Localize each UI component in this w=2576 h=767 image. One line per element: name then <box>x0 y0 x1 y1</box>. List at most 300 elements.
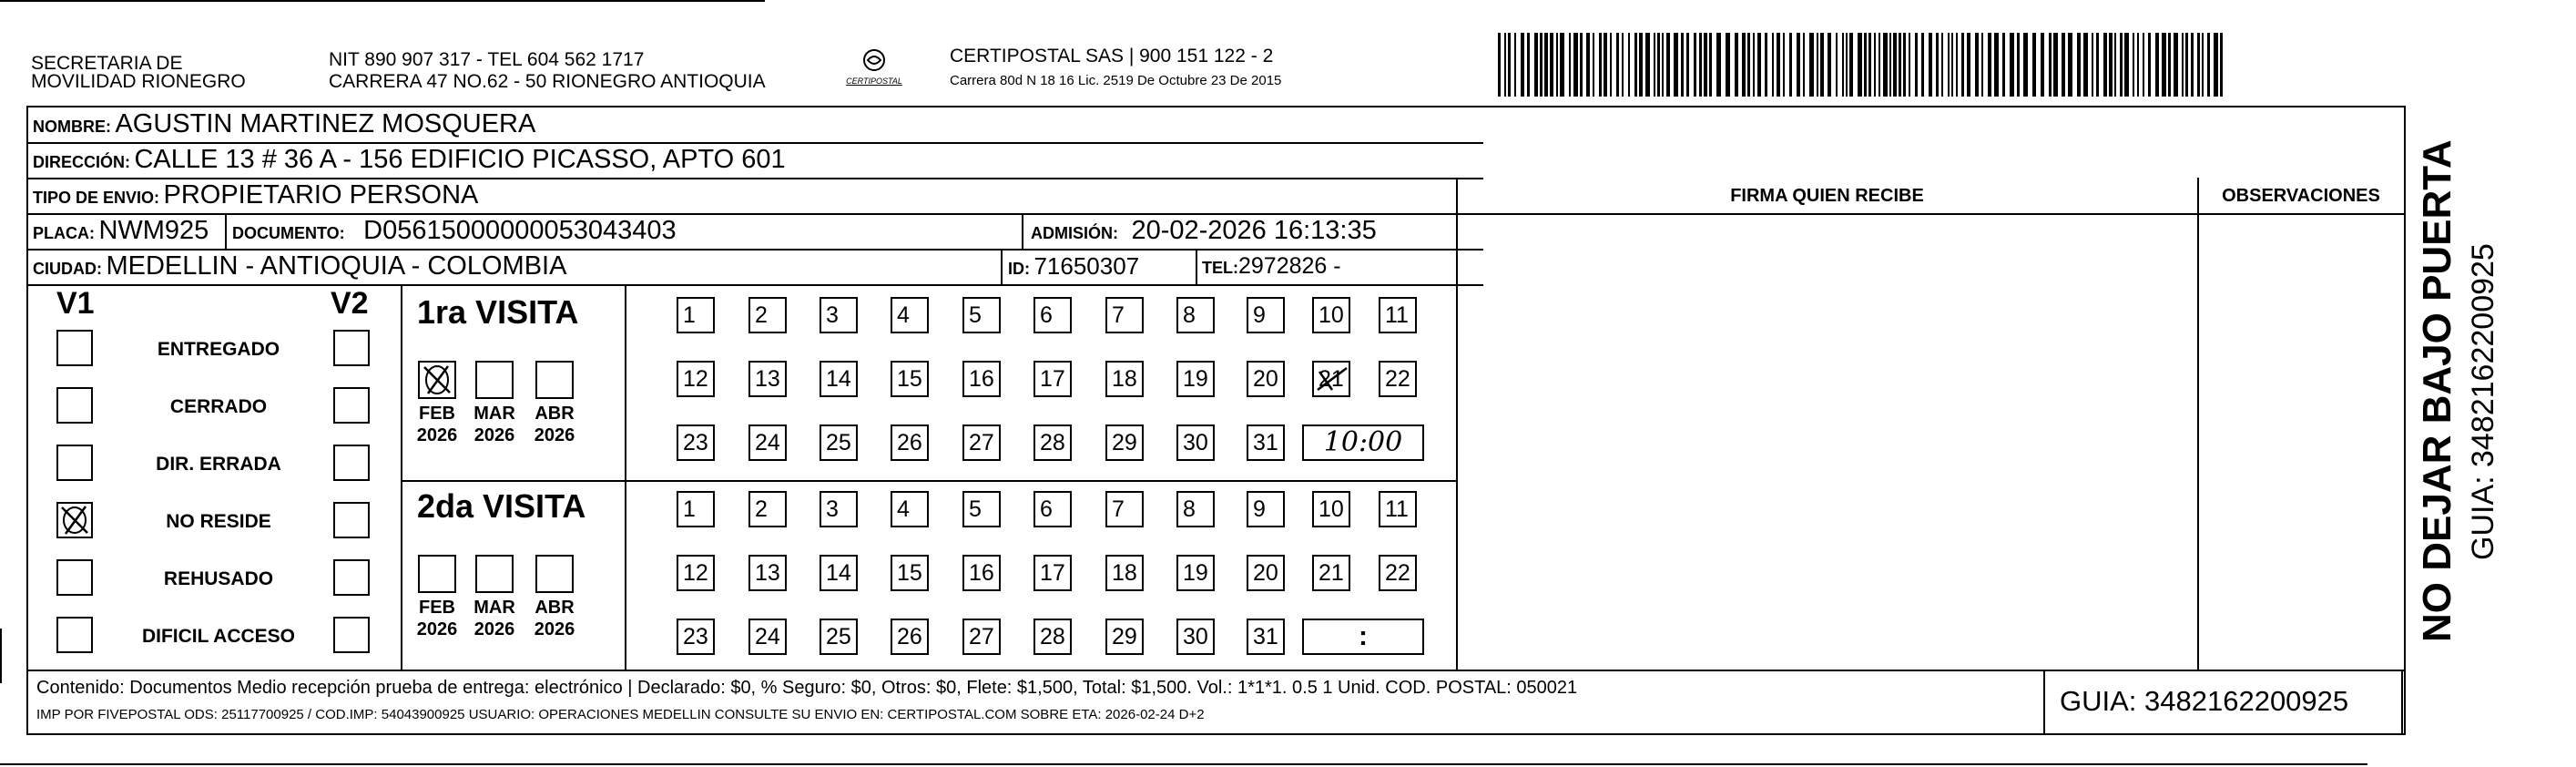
barcode-bar <box>2148 33 2151 97</box>
barcode-bar <box>1817 33 1818 97</box>
day-number: 17 <box>1040 366 1065 392</box>
v2-checkbox[interactable] <box>333 445 370 481</box>
barcode-bar <box>2185 33 2188 97</box>
day-number: 18 <box>1112 560 1137 586</box>
tel-label: TEL: <box>1202 259 1238 277</box>
barcode-bar <box>2133 33 2134 97</box>
row5-id-sep <box>1001 249 1003 284</box>
barcode-bar <box>1903 33 1906 97</box>
day-box[interactable] <box>1176 555 1215 591</box>
day-box[interactable] <box>677 424 715 461</box>
day-number: 19 <box>1183 366 1208 392</box>
status-label: DIR. ERRADA <box>156 454 281 475</box>
visit-title: 2da VISITA <box>417 487 586 525</box>
v1-checkbox[interactable] <box>56 445 93 481</box>
courier-license: Carrera 80d N 18 16 Lic. 2519 De Octubre 23 De 2015 <box>950 73 1282 88</box>
barcode-bar <box>2124 33 2129 97</box>
day-number: 5 <box>969 496 982 522</box>
v2-checkbox[interactable] <box>333 387 370 424</box>
address-value: CALLE 13 # 36 A - 156 EDIFICIO PICASSO, APTO 601 <box>134 145 786 174</box>
barcode-bar <box>1747 33 1750 97</box>
send-type-row <box>33 179 478 215</box>
row4-doc-sep <box>1022 213 1023 249</box>
day-box[interactable] <box>1033 555 1072 591</box>
plate-label: PLACA: <box>33 224 95 242</box>
day-number: 8 <box>1183 496 1196 522</box>
barcode-bar <box>1772 33 1774 97</box>
send-type-value: PROPIETARIO PERSONA <box>163 180 479 210</box>
logo-text: CERTIPOSTAL <box>846 77 902 86</box>
barcode-bar <box>1988 33 1991 97</box>
month-checkbox[interactable] <box>418 361 456 399</box>
org-name-line1: SECRETARIA DE <box>31 53 183 74</box>
barcode-bar <box>1704 33 1707 97</box>
day-box[interactable] <box>962 424 1001 461</box>
barcode-bar <box>1504 33 1506 97</box>
day-box[interactable] <box>1247 491 1285 527</box>
day-number: 2 <box>755 302 768 328</box>
barcode-bar <box>1521 33 1524 97</box>
day-number: 5 <box>969 302 982 328</box>
day-box[interactable] <box>1312 555 1350 591</box>
barcode-bar <box>1879 33 1880 97</box>
barcode-bar <box>1628 33 1630 97</box>
day-number: 10 <box>1319 302 1344 328</box>
v1-label: V1 <box>56 286 95 321</box>
barcode-bar <box>1735 33 1738 97</box>
month-year: 2026 <box>534 619 575 639</box>
row-sep-6 <box>26 670 2406 671</box>
document-cell <box>232 215 677 251</box>
day-number: 11 <box>1385 496 1409 522</box>
day-number: 27 <box>969 430 994 455</box>
status-label: ENTREGADO <box>157 339 280 360</box>
day-number: 13 <box>755 560 780 586</box>
month-label <box>410 597 464 640</box>
day-number: 20 <box>1253 366 1278 392</box>
day-number: 1 <box>683 496 696 522</box>
day-number: 14 <box>826 560 851 586</box>
day-box[interactable] <box>1033 361 1072 397</box>
day-number: 18 <box>1112 366 1137 392</box>
day-number: 24 <box>755 624 780 649</box>
day-box[interactable] <box>820 619 858 655</box>
barcode-bar <box>1616 33 1619 97</box>
day-number: 21 <box>1319 366 1344 392</box>
day-box[interactable] <box>1105 361 1144 397</box>
day-box[interactable] <box>1105 555 1144 591</box>
print-line: IMP POR FIVEPOSTAL ODS: 25117700925 / COD.IMP: 54043900925 USUARIO: OPERACIONES MEDELLIN CONSULTE SU ENVIO EN: CERTIPOSTAL.COM SOBRE ETA: 2026-02-24 D+2 <box>36 707 1205 722</box>
barcode-bar <box>1716 33 1721 97</box>
day-box[interactable] <box>677 361 715 397</box>
city-row <box>33 251 566 286</box>
barcode-bar <box>1662 33 1664 97</box>
row5-tel-sep <box>1196 249 1197 284</box>
barcode-bar <box>1803 33 1805 97</box>
barcode-bar <box>2114 33 2116 97</box>
day-number: 29 <box>1112 624 1137 649</box>
barcode-bar <box>1864 33 1867 97</box>
day-number: 26 <box>897 624 922 649</box>
barcode-bar <box>1593 33 1594 97</box>
status-label: DIFICIL ACCESO <box>141 626 295 647</box>
day-number: 12 <box>683 366 708 392</box>
day-box[interactable] <box>820 555 858 591</box>
day-number: 16 <box>969 366 994 392</box>
day-box[interactable] <box>1176 424 1215 461</box>
barcode-bar <box>1797 33 1800 97</box>
month-year: 2026 <box>534 425 575 445</box>
barcode-bar <box>1975 33 1979 97</box>
barcode-bar <box>1948 33 1950 97</box>
barcode-bar <box>2049 33 2052 97</box>
day-box[interactable] <box>1033 491 1072 527</box>
barcode-bar <box>1674 33 1678 97</box>
barcode-bar <box>2220 33 2223 97</box>
barcode-bar <box>1874 33 1876 97</box>
day-number: 13 <box>755 366 780 392</box>
barcode-bar <box>2023 33 2028 97</box>
time-box[interactable] <box>1302 619 1424 655</box>
day-box[interactable] <box>820 297 858 333</box>
v2-checkbox[interactable] <box>333 330 370 366</box>
day-box[interactable] <box>677 619 715 655</box>
day-box[interactable] <box>1312 361 1350 397</box>
day-box[interactable] <box>1176 619 1215 655</box>
barcode-bar <box>2214 33 2218 97</box>
status-label: REHUSADO <box>163 568 274 589</box>
address-label: DIRECCIÓN: <box>33 153 130 171</box>
barcode-bar <box>1681 33 1684 97</box>
document-label: DOCUMENTO: <box>232 224 345 242</box>
day-box[interactable] <box>891 424 929 461</box>
left-edge-mark <box>0 629 2 683</box>
day-number: 22 <box>1385 366 1410 392</box>
v1-checkbox[interactable] <box>56 502 93 538</box>
time-box[interactable] <box>1302 424 1424 461</box>
month-checkbox[interactable] <box>535 555 574 593</box>
day-number: 14 <box>826 366 851 392</box>
barcode-bar <box>1951 33 1953 97</box>
day-box[interactable] <box>1379 555 1417 591</box>
day-box[interactable] <box>1033 297 1072 333</box>
barcode-bar <box>2096 33 2099 97</box>
plate-doc-sep <box>225 213 227 249</box>
tel-value: 2972826 - <box>1238 253 1341 279</box>
v2-label: V2 <box>331 286 369 321</box>
month-year: 2026 <box>416 425 458 445</box>
day-box[interactable] <box>748 297 787 333</box>
barcode-bar <box>1694 33 1696 97</box>
barcode-bar <box>2032 33 2036 97</box>
barcode-bar <box>2083 33 2088 97</box>
day-box[interactable] <box>891 491 929 527</box>
name-row <box>33 108 535 144</box>
month-name: MAR <box>473 404 515 424</box>
day-box[interactable] <box>677 555 715 591</box>
footer-guia-sep <box>2043 670 2045 735</box>
day-box[interactable] <box>1379 361 1417 397</box>
barcode-bar <box>2143 33 2144 97</box>
month-label <box>467 403 522 446</box>
day-number: 11 <box>1385 302 1409 328</box>
day-number: 6 <box>1040 496 1053 522</box>
day-box[interactable] <box>962 555 1001 591</box>
day-number: 6 <box>1040 302 1053 328</box>
id-label: ID: <box>1008 260 1030 278</box>
day-number: 17 <box>1040 560 1065 586</box>
id-value: 71650307 <box>1033 252 1140 280</box>
day-box[interactable] <box>891 297 929 333</box>
barcode-bar <box>1783 33 1785 97</box>
footer-guia: GUIA: 3482162200925 <box>2060 685 2349 717</box>
barcode-bar <box>1757 33 1761 97</box>
barcode-bar <box>1657 33 1660 97</box>
day-box[interactable] <box>1176 361 1215 397</box>
barcode-bar <box>1709 33 1712 97</box>
barcode-bar <box>1556 33 1558 97</box>
barcode-bar <box>2137 33 2139 97</box>
barcode-bar <box>1981 33 1983 97</box>
barcode-bar <box>2155 33 2159 97</box>
day-box[interactable] <box>1312 491 1350 527</box>
day-box[interactable] <box>1176 297 1215 333</box>
barcode-bar <box>1849 33 1853 97</box>
day-number: 4 <box>897 496 910 522</box>
barcode-bar <box>2062 33 2065 97</box>
col-obs-left <box>2197 178 2199 670</box>
day-number: 1 <box>683 302 696 328</box>
barcode-bar <box>1929 33 1932 97</box>
barcode-bar <box>1508 33 1511 97</box>
day-number: 15 <box>897 560 922 586</box>
day-box[interactable] <box>677 491 715 527</box>
barcode-bar <box>1789 33 1792 97</box>
side-guia: GUIA: 3482162200925 <box>2466 243 2500 560</box>
day-number: 28 <box>1040 430 1065 455</box>
day-number: 7 <box>1112 302 1125 328</box>
day-box[interactable] <box>1176 491 1215 527</box>
month-year: 2026 <box>473 425 515 445</box>
day-box[interactable] <box>1105 297 1144 333</box>
day-box[interactable] <box>962 297 1001 333</box>
city-value: MEDELLIN - ANTIOQUIA - COLOMBIA <box>106 251 567 281</box>
col-sig-left <box>1456 178 1458 670</box>
day-box[interactable] <box>1247 424 1285 461</box>
org-name-line2: MOVILIDAD RIONEGRO <box>31 71 246 92</box>
barcode-bar <box>1622 33 1624 97</box>
day-number: 22 <box>1385 560 1410 586</box>
day-number: 3 <box>826 496 839 522</box>
day-box[interactable] <box>748 361 787 397</box>
barcode-bar <box>1742 33 1746 97</box>
day-box[interactable] <box>1247 297 1285 333</box>
day-number: 28 <box>1040 624 1065 649</box>
day-box[interactable] <box>820 491 858 527</box>
day-box[interactable] <box>677 297 715 333</box>
day-number: 27 <box>969 624 994 649</box>
v1-checkbox[interactable] <box>56 559 93 596</box>
barcode-bar <box>1573 33 1578 97</box>
barcode-bar <box>1967 33 1970 97</box>
barcode-bar <box>1820 33 1824 97</box>
contents-line: Contenido: Documentos Medio recepción prueba de entrega: electrónico | Declarado: $0, % Seguro: $0, Otros: $0, Flete: $1,500, Total: $1,500. Vol.: 1*1*1. 0.5 1 Unid. COD. POSTAL: 050021 <box>36 678 1578 698</box>
city-label: CIUDAD: <box>33 260 102 278</box>
day-box[interactable] <box>1105 619 1144 655</box>
document-value: D05615000000053043403 <box>363 216 677 245</box>
barcode-bar <box>1699 33 1702 97</box>
month-year: 2026 <box>416 619 458 639</box>
day-box[interactable] <box>748 555 787 591</box>
month-checkbox[interactable] <box>535 361 574 399</box>
barcode-bar <box>1599 33 1602 97</box>
barcode-bar <box>2109 33 2113 97</box>
name-value: AGUSTIN MARTINEZ MOSQUERA <box>115 109 536 138</box>
status-visit-sep <box>401 284 402 670</box>
barcode-bar <box>1604 33 1607 97</box>
barcode-bar <box>1921 33 1924 97</box>
address-row <box>33 144 786 179</box>
day-box[interactable] <box>748 619 787 655</box>
day-box[interactable] <box>1105 491 1144 527</box>
day-box[interactable] <box>1033 619 1072 655</box>
barcode-bar <box>2207 33 2210 97</box>
name-label: NOMBRE: <box>33 118 111 136</box>
send-type-label: TIPO DE ENVIO: <box>33 189 160 207</box>
barcode-bar <box>1828 33 1831 97</box>
barcode-bar <box>1753 33 1755 97</box>
day-box[interactable] <box>1033 424 1072 461</box>
barcode-bar <box>1889 33 1891 97</box>
day-box[interactable] <box>962 619 1001 655</box>
courier-line: CERTIPOSTAL SAS | 900 151 122 - 2 <box>950 46 1274 66</box>
month-label <box>467 597 522 640</box>
barcode-bar <box>1956 33 1958 97</box>
day-number: 16 <box>969 560 994 586</box>
id-cell <box>1008 251 1139 286</box>
day-number: 3 <box>826 302 839 328</box>
day-box[interactable] <box>1312 297 1350 333</box>
barcode-bar <box>2041 33 2044 97</box>
barcode-bar <box>1580 33 1583 97</box>
day-number: 10 <box>1319 496 1344 522</box>
v2-checkbox[interactable] <box>333 559 370 596</box>
top-rule <box>0 0 765 2</box>
month-name: FEB <box>419 598 455 618</box>
month-checkbox[interactable] <box>475 555 514 593</box>
barcode-bar <box>1842 33 1844 97</box>
barcode-bar <box>1560 33 1564 97</box>
v1-checkbox[interactable] <box>56 617 93 653</box>
barcode-bar <box>2017 33 2020 97</box>
barcode-bar <box>1540 33 1543 97</box>
barcode-bar <box>2077 33 2081 97</box>
plate-value: NWM925 <box>98 216 209 245</box>
barcode-bar <box>1961 33 1964 97</box>
day-number: 9 <box>1253 496 1266 522</box>
day-box[interactable] <box>1379 491 1417 527</box>
v1-checkbox[interactable] <box>56 387 93 424</box>
day-box[interactable] <box>820 424 858 461</box>
v2-checkbox[interactable] <box>333 502 370 538</box>
day-box[interactable] <box>891 619 929 655</box>
check-mark-icon <box>420 363 454 397</box>
barcode-bar <box>1544 33 1548 97</box>
month-checkbox[interactable] <box>418 555 456 593</box>
barcode-bar <box>1534 33 1538 97</box>
footer-guia-right <box>2401 670 2403 735</box>
barcode-bar <box>1846 33 1848 97</box>
barcode-bar <box>2197 33 2200 97</box>
month-name: MAR <box>473 598 515 618</box>
admission-label: ADMISIÓN: <box>1031 224 1118 242</box>
barcode-bar <box>1836 33 1838 97</box>
day-number: 31 <box>1253 624 1278 649</box>
month-label <box>527 597 582 640</box>
no-dejar-bajo-puerta: NO DEJAR BAJO PUERTA <box>2415 139 2459 642</box>
barcode-bar <box>1883 33 1888 97</box>
signature-header: FIRMA QUIEN RECIBE <box>1730 186 1924 206</box>
observations-header: OBSERVACIONES <box>2222 186 2380 206</box>
day-number: 7 <box>1112 496 1125 522</box>
barcode-bar <box>1550 33 1553 97</box>
day-box[interactable] <box>1247 361 1285 397</box>
barcode-bar <box>1610 33 1612 97</box>
barcode-bar <box>1994 33 1999 97</box>
day-box[interactable] <box>748 424 787 461</box>
day-box[interactable] <box>748 491 787 527</box>
visit-title: 1ra VISITA <box>417 293 579 331</box>
day-number: 31 <box>1253 430 1278 455</box>
barcode-bar <box>1634 33 1637 97</box>
day-box[interactable] <box>1247 555 1285 591</box>
month-year: 2026 <box>473 619 515 639</box>
day-box[interactable] <box>891 361 929 397</box>
nit-line: NIT 890 907 317 - TEL 604 562 1717 <box>329 49 645 70</box>
status-label: NO RESIDE <box>166 511 271 532</box>
day-number: 21 <box>1319 560 1344 586</box>
day-box[interactable] <box>1247 619 1285 655</box>
day-number: 25 <box>826 430 851 455</box>
barcode-bar <box>1915 33 1918 97</box>
time-value: : <box>1359 621 1368 651</box>
certipostal-logo <box>842 46 906 93</box>
day-box[interactable] <box>962 361 1001 397</box>
status-label: CERRADO <box>169 396 268 417</box>
barcode-bar <box>2103 33 2107 97</box>
barcode-bar <box>1936 33 1939 97</box>
time-value: 10:00 <box>1323 426 1403 458</box>
month-name: ABR <box>535 404 575 424</box>
v1-checkbox[interactable] <box>56 330 93 366</box>
day-box[interactable] <box>820 361 858 397</box>
v2-checkbox[interactable] <box>333 617 370 653</box>
day-box[interactable] <box>1379 297 1417 333</box>
barcode-bar <box>1686 33 1689 97</box>
month-label <box>527 403 582 446</box>
day-box[interactable] <box>891 555 929 591</box>
month-checkbox[interactable] <box>475 361 514 399</box>
day-number: 8 <box>1183 302 1196 328</box>
day-box[interactable] <box>962 491 1001 527</box>
barcode-bar <box>1765 33 1767 97</box>
plate-doc-row <box>33 215 209 251</box>
barcode-bar <box>2002 33 2005 97</box>
day-number: 25 <box>826 624 851 649</box>
barcode-bar <box>2202 33 2204 97</box>
day-box[interactable] <box>1105 424 1144 461</box>
check-mark-icon <box>58 504 91 537</box>
